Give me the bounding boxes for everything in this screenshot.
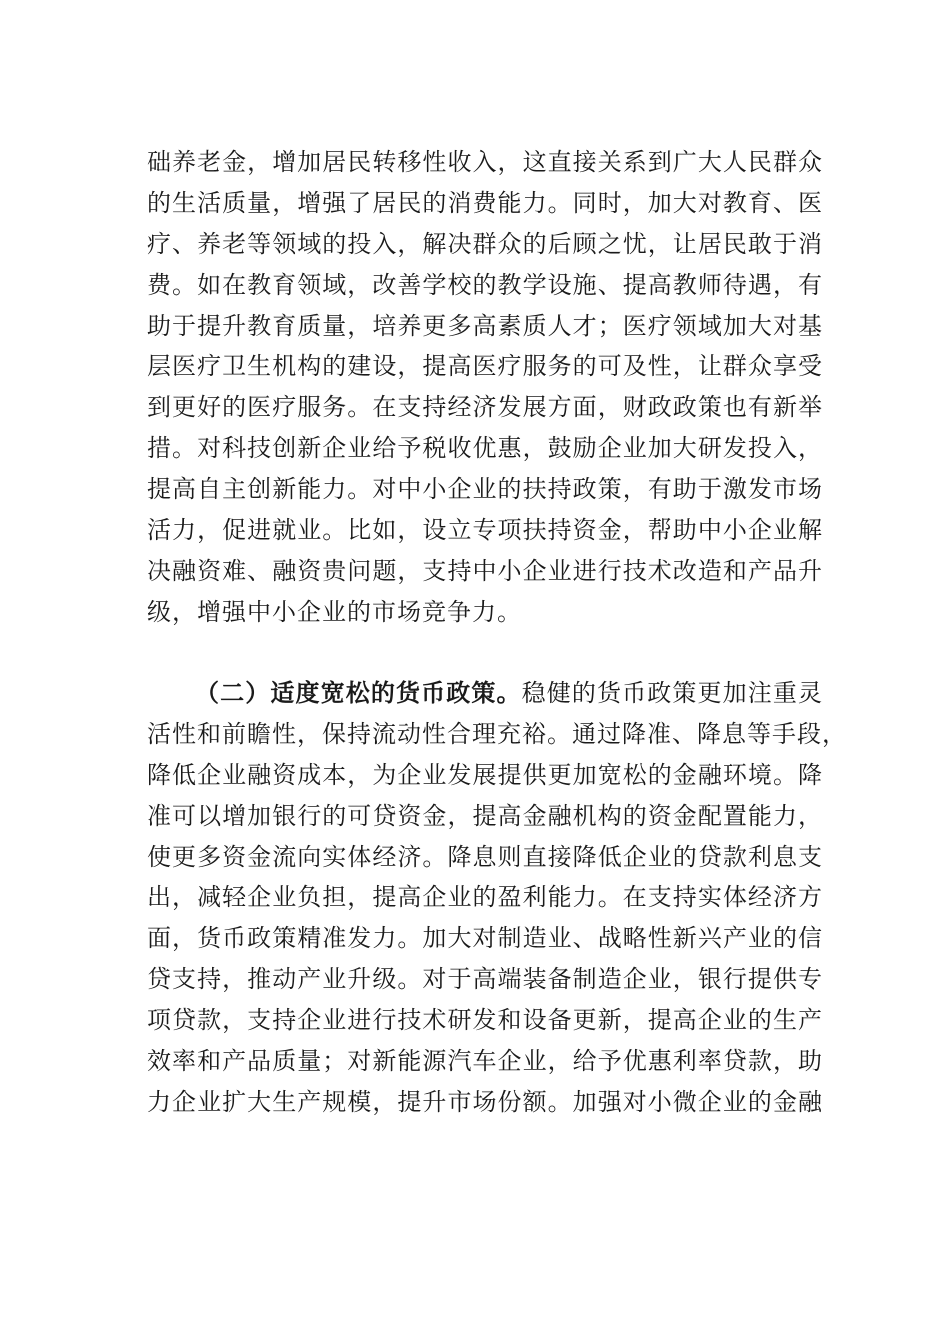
text-line: 层医疗卫生机构的建设，提高医疗服务的可及性，让群众享受	[147, 352, 823, 381]
text-line: 决融资难、融资贵问题，支持中小企业进行技术改造和产品升	[147, 556, 823, 585]
text-line: 疗、养老等领域的投入，解决群众的后顾之忧，让居民敢于消	[147, 229, 823, 258]
paragraph-monetary-policy	[147, 673, 847, 1123]
section-heading-line	[147, 673, 823, 714]
text-line: 出，减轻企业负担，提高企业的盈利能力。在支持实体经济方	[147, 883, 823, 912]
text-line: 贷支持，推动产业升级。对于高端装备制造企业，银行提供专	[147, 965, 823, 994]
text-line: 到更好的医疗服务。在支持经济发展方面，财政政策也有新举	[147, 393, 823, 422]
text-line-rest: 稳健的货币政策更加注重灵	[521, 679, 823, 707]
text-line: 使更多资金流向实体经济。降息则直接降低企业的贷款利息支	[147, 842, 823, 871]
text-line: 的生活质量，增强了居民的消费能力。同时，加大对教育、医	[147, 188, 823, 217]
text-line: 级，增强中小企业的市场竞争力。	[147, 597, 522, 626]
text-line: 活性和前瞻性，保持流动性合理充裕。通过降准、降息等手段，	[147, 719, 847, 748]
text-line: 准可以增加银行的可贷资金，提高金融机构的资金配置能力，	[147, 801, 823, 830]
text-line: 项贷款，支持企业进行技术研发和设备更新，提高企业的生产	[147, 1006, 823, 1035]
text-line: 面，货币政策精准发力。加大对制造业、战略性新兴产业的信	[147, 924, 823, 953]
text-line: 础养老金，增加居民转移性收入，这直接关系到广大人民群众	[147, 148, 823, 176]
section-heading: （二）适度宽松的货币政策。	[195, 678, 522, 707]
text-line: 费。如在教育领域，改善学校的教学设施、提高教师待遇，有	[147, 270, 823, 299]
text-line: 效率和产品质量；对新能源汽车企业，给予优惠利率贷款，助	[147, 1047, 823, 1076]
text-line: 助于提升教育质量，培养更多高素质人才；医疗领域加大对基	[147, 311, 823, 340]
text-line: 活力，促进就业。比如，设立专项扶持资金，帮助中小企业解	[147, 516, 823, 545]
text-line: 措。对科技创新企业给予税收优惠，鼓励企业加大研发投入，	[147, 434, 823, 463]
text-line: 降低企业融资成本，为企业发展提供更加宽松的金融环境。降	[147, 760, 823, 789]
text-line: 提高自主创新能力。对中小企业的扶持政策，有助于激发市场	[147, 475, 823, 504]
paragraph-fiscal-policy	[147, 142, 823, 633]
text-line: 力企业扩大生产规模，提升市场份额。加强对小微企业的金融	[147, 1087, 823, 1116]
